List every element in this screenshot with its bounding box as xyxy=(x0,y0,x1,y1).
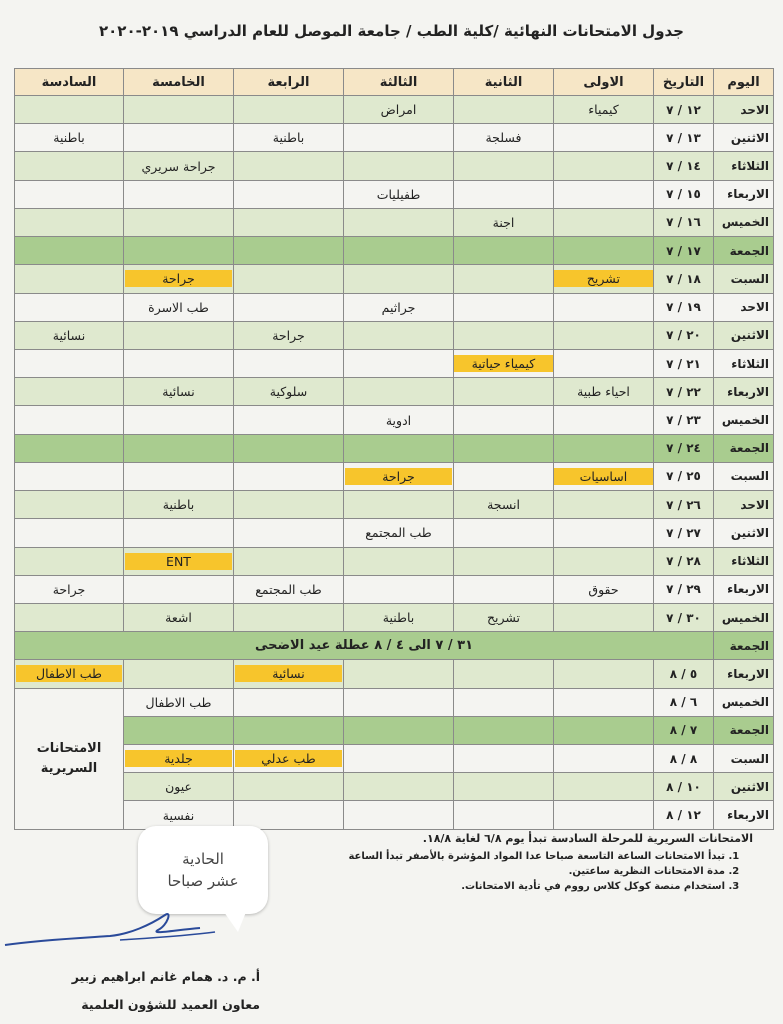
exam-cell xyxy=(344,180,454,208)
exam-cell xyxy=(454,603,554,631)
bubble-line: عشر صباحا xyxy=(167,872,239,890)
exam-cell xyxy=(124,603,234,631)
exam-cell xyxy=(234,491,344,519)
exam-cell xyxy=(15,208,124,236)
exam-cell xyxy=(234,124,344,152)
exam-cell xyxy=(124,575,234,603)
exam-cell xyxy=(554,688,654,716)
exam-cell xyxy=(344,96,454,124)
exam-cell xyxy=(344,406,454,434)
day-cell: الثلاثاء xyxy=(714,152,774,180)
exam-cell xyxy=(234,180,344,208)
exam-cell xyxy=(554,434,654,462)
exam-cell xyxy=(454,773,554,801)
exam-cell xyxy=(554,349,654,377)
table-row xyxy=(15,491,774,519)
exam-cell xyxy=(15,575,124,603)
day-cell: الخميس xyxy=(714,406,774,434)
column-header: الثانية xyxy=(454,69,554,96)
exam-cell xyxy=(234,237,344,265)
date-cell: ١٨ / ٧ xyxy=(654,265,714,293)
exam-subject: كيمياء xyxy=(588,102,619,118)
table-row xyxy=(15,265,774,293)
exam-cell xyxy=(344,547,454,575)
exam-subject: طب الاطفال xyxy=(145,694,212,710)
date-cell: ٢٧ / ٧ xyxy=(654,519,714,547)
exam-cell xyxy=(554,124,654,152)
exam-subject: باطنية xyxy=(162,497,195,513)
exam-cell xyxy=(15,96,124,124)
day-cell: الاحد xyxy=(714,96,774,124)
exam-cell xyxy=(15,462,124,490)
day-cell: الاربعاء xyxy=(714,378,774,406)
exam-cell xyxy=(554,96,654,124)
exam-cell xyxy=(554,745,654,773)
exam-cell xyxy=(234,265,344,293)
table-row xyxy=(15,801,774,830)
day-cell: الاثنين xyxy=(714,321,774,349)
exam-cell xyxy=(124,716,234,744)
day-cell: الخميس xyxy=(714,208,774,236)
table-row xyxy=(15,237,774,265)
exam-cell xyxy=(554,801,654,830)
exam-cell xyxy=(454,180,554,208)
clinical-exams-cell xyxy=(15,688,124,829)
exam-cell xyxy=(344,349,454,377)
exam-cell xyxy=(454,519,554,547)
bubble-line: الحادية xyxy=(182,849,224,868)
date-cell: ١٣ / ٧ xyxy=(654,124,714,152)
date-cell: ٢٣ / ٧ xyxy=(654,406,714,434)
exam-cell xyxy=(234,745,344,773)
signer-block xyxy=(20,963,260,1018)
date-cell: ٢١ / ٧ xyxy=(654,349,714,377)
exam-cell xyxy=(454,124,554,152)
exam-cell xyxy=(344,321,454,349)
date-cell: ١٩ / ٧ xyxy=(654,293,714,321)
exam-subject: اجنة xyxy=(492,214,515,230)
exam-cell xyxy=(124,378,234,406)
date-cell: ١٢ / ٨ xyxy=(654,801,714,830)
exam-cell xyxy=(454,434,554,462)
exam-cell xyxy=(124,96,234,124)
exam-cell xyxy=(124,124,234,152)
exam-cell xyxy=(124,660,234,688)
exam-schedule-table xyxy=(14,68,774,830)
exam-cell xyxy=(234,519,344,547)
table-row xyxy=(15,745,774,773)
exam-cell xyxy=(344,378,454,406)
exam-cell xyxy=(234,406,344,434)
exam-cell xyxy=(234,773,344,801)
exam-cell xyxy=(344,716,454,744)
exam-cell xyxy=(124,491,234,519)
exam-cell xyxy=(15,547,124,575)
exam-cell xyxy=(234,716,344,744)
column-header: الخامسة xyxy=(124,69,234,96)
day-cell: الجمعة xyxy=(714,632,774,660)
notes xyxy=(13,832,753,896)
exam-cell xyxy=(124,321,234,349)
note-item: 3. استخدام منصة كوكل كلاس رووم في تأدية الامتحانات. xyxy=(13,881,725,892)
day-cell: الثلاثاء xyxy=(714,547,774,575)
exam-subject: طب الاسرة xyxy=(148,299,209,315)
exam-cell xyxy=(554,406,654,434)
exam-subject: نسائية xyxy=(235,665,342,682)
exam-cell xyxy=(15,491,124,519)
exam-subject: طب الاطفال xyxy=(16,665,122,682)
exam-cell xyxy=(344,519,454,547)
exam-cell xyxy=(344,124,454,152)
exam-cell xyxy=(124,237,234,265)
exam-subject: اشعة xyxy=(165,610,192,626)
date-cell: ١٦ / ٧ xyxy=(654,208,714,236)
exam-cell xyxy=(554,265,654,293)
exam-cell xyxy=(454,575,554,603)
exam-subject: اساسيات xyxy=(554,468,653,485)
exam-cell xyxy=(124,688,234,716)
date-cell: ٨ / ٨ xyxy=(654,745,714,773)
exam-subject: حقوق xyxy=(588,581,619,597)
exam-cell xyxy=(554,491,654,519)
exam-subject: جراحة xyxy=(272,327,305,343)
exam-subject: تشريح xyxy=(486,610,521,626)
signer-name: أ. م. د. همام غانم ابراهيم زبير xyxy=(71,969,260,984)
holiday-cell: ٣١ / ٧ الى ٤ / ٨ عطلة عيد الاضحى xyxy=(15,632,714,660)
exam-cell xyxy=(234,688,344,716)
column-header: الثالثة xyxy=(344,69,454,96)
table-row xyxy=(15,96,774,124)
exam-subject: ادوية xyxy=(385,412,412,428)
table-row xyxy=(15,406,774,434)
table-row xyxy=(15,632,774,660)
exam-cell xyxy=(15,406,124,434)
exam-cell xyxy=(234,321,344,349)
exam-cell xyxy=(454,745,554,773)
exam-cell xyxy=(344,773,454,801)
column-header: الرابعة xyxy=(234,69,344,96)
exam-cell xyxy=(234,660,344,688)
exam-cell xyxy=(234,434,344,462)
exam-subject: انسجة xyxy=(487,497,520,513)
table-row xyxy=(15,349,774,377)
exam-cell xyxy=(344,462,454,490)
exam-cell xyxy=(124,773,234,801)
exam-cell xyxy=(124,265,234,293)
exam-cell xyxy=(15,152,124,180)
exam-cell xyxy=(344,152,454,180)
exam-cell xyxy=(454,321,554,349)
exam-subject: جراثيم xyxy=(381,299,416,315)
exam-cell xyxy=(454,208,554,236)
day-cell: الجمعة xyxy=(714,434,774,462)
day-cell: الاثنين xyxy=(714,124,774,152)
exam-cell xyxy=(554,660,654,688)
exam-subject: جراحة xyxy=(52,581,86,597)
exam-cell xyxy=(234,575,344,603)
exam-cell xyxy=(344,801,454,830)
exam-cell xyxy=(454,378,554,406)
table-row xyxy=(15,321,774,349)
table-row xyxy=(15,575,774,603)
exam-cell xyxy=(124,547,234,575)
exam-cell xyxy=(454,491,554,519)
day-cell: الجمعة xyxy=(714,716,774,744)
day-cell: الاربعاء xyxy=(714,660,774,688)
exam-cell xyxy=(454,547,554,575)
day-cell: الاحد xyxy=(714,293,774,321)
column-header: السادسة xyxy=(15,69,124,96)
exam-cell xyxy=(234,603,344,631)
signer-role: معاون العميد للشؤون العلمية xyxy=(81,996,260,1012)
table-row xyxy=(15,434,774,462)
exam-cell xyxy=(344,491,454,519)
note-item: 2. مدة الامتحانات النظرية ساعتين. xyxy=(13,866,725,877)
day-cell: الاربعاء xyxy=(714,801,774,830)
exam-cell xyxy=(554,575,654,603)
exam-subject: جراحة xyxy=(345,468,452,485)
table-header-row xyxy=(15,69,774,96)
exam-cell xyxy=(454,96,554,124)
table-row xyxy=(15,124,774,152)
exam-cell xyxy=(554,152,654,180)
column-header: اليوم xyxy=(714,69,774,96)
exam-subject: عيون xyxy=(165,779,192,795)
date-cell: ٢٢ / ٧ xyxy=(654,378,714,406)
exam-cell xyxy=(554,603,654,631)
exam-cell xyxy=(124,406,234,434)
exam-cell xyxy=(344,237,454,265)
table-row xyxy=(15,180,774,208)
exam-cell xyxy=(124,434,234,462)
column-header: الاولى xyxy=(554,69,654,96)
exam-cell xyxy=(454,406,554,434)
exam-cell xyxy=(554,547,654,575)
exam-cell xyxy=(454,660,554,688)
exam-cell xyxy=(344,688,454,716)
exam-cell xyxy=(15,237,124,265)
table-row xyxy=(15,603,774,631)
exam-subject: سلوكية xyxy=(269,384,308,400)
exam-cell xyxy=(554,378,654,406)
signature-scribble xyxy=(0,900,220,960)
day-cell: الجمعة xyxy=(714,237,774,265)
date-cell: ١٥ / ٧ xyxy=(654,180,714,208)
exam-cell xyxy=(15,434,124,462)
exam-cell xyxy=(554,716,654,744)
date-cell: ٧ / ٨ xyxy=(654,716,714,744)
exam-cell xyxy=(124,745,234,773)
exam-cell xyxy=(124,152,234,180)
exam-cell xyxy=(124,180,234,208)
day-cell: الاربعاء xyxy=(714,575,774,603)
table-row xyxy=(15,688,774,716)
day-cell: السبت xyxy=(714,462,774,490)
exam-cell xyxy=(15,660,124,688)
exam-subject: باطنية xyxy=(53,130,85,146)
exam-cell xyxy=(344,603,454,631)
day-cell: الاثنين xyxy=(714,773,774,801)
date-cell: ١٢ / ٧ xyxy=(654,96,714,124)
date-cell: ١٧ / ٧ xyxy=(654,237,714,265)
exam-subject: نفسية xyxy=(162,807,195,823)
notes-heading: الامتحانات السريرية للمرحلة السادسة تبدأ يوم ٦/٨ لغاية ١٨/٨. xyxy=(422,832,753,845)
day-cell: السبت xyxy=(714,265,774,293)
exam-subject: امراض xyxy=(380,102,417,118)
exam-subject: باطنية xyxy=(272,130,305,146)
exam-cell xyxy=(344,208,454,236)
exam-cell xyxy=(15,519,124,547)
exam-cell xyxy=(454,349,554,377)
exam-cell xyxy=(344,434,454,462)
day-cell: الاحد xyxy=(714,491,774,519)
day-cell: الخميس xyxy=(714,603,774,631)
exam-subject: طفيليات xyxy=(376,186,421,202)
exam-cell xyxy=(454,152,554,180)
date-cell: ٢٥ / ٧ xyxy=(654,462,714,490)
exam-subject: تشريح xyxy=(554,270,653,287)
exam-cell xyxy=(124,293,234,321)
exam-cell xyxy=(454,265,554,293)
exam-cell xyxy=(124,208,234,236)
date-cell: ١٠ / ٨ xyxy=(654,773,714,801)
table-row xyxy=(15,547,774,575)
day-cell: الثلاثاء xyxy=(714,349,774,377)
exam-subject: طب عدلي xyxy=(235,750,342,767)
table-row xyxy=(15,716,774,744)
exam-cell xyxy=(454,801,554,830)
exam-cell xyxy=(15,349,124,377)
table-row xyxy=(15,660,774,688)
date-cell: ٢٦ / ٧ xyxy=(654,491,714,519)
exam-cell xyxy=(344,575,454,603)
table-row xyxy=(15,378,774,406)
exam-subject: طب المجتمع xyxy=(365,525,432,541)
exam-cell xyxy=(15,180,124,208)
exam-subject: فسلجة xyxy=(485,130,522,146)
table-row xyxy=(15,519,774,547)
exam-cell xyxy=(234,293,344,321)
date-cell: ٦ / ٨ xyxy=(654,688,714,716)
table-row xyxy=(15,293,774,321)
exam-cell xyxy=(344,660,454,688)
page-title: جدول الامتحانات النهائية /كلية الطب / جامعة الموصل للعام الدراسي ٢٠١٩-٢٠٢٠ xyxy=(99,22,684,40)
column-header: التاريخ xyxy=(654,69,714,96)
table-row xyxy=(15,773,774,801)
exam-cell xyxy=(454,462,554,490)
day-cell: السبت xyxy=(714,745,774,773)
exam-cell xyxy=(15,603,124,631)
exam-cell xyxy=(554,519,654,547)
exam-subject: احياء طبية xyxy=(577,384,630,400)
exam-subject: جراحة xyxy=(125,270,232,287)
date-cell: ٢٠ / ٧ xyxy=(654,321,714,349)
exam-cell xyxy=(234,208,344,236)
exam-cell xyxy=(124,462,234,490)
date-cell: ٣٠ / ٧ xyxy=(654,603,714,631)
exam-cell xyxy=(234,462,344,490)
exam-cell xyxy=(454,237,554,265)
clinical-exams-line: السريرية xyxy=(40,760,98,776)
exam-cell xyxy=(234,547,344,575)
exam-subject: باطنية xyxy=(382,610,415,626)
exam-subject: طب المجتمع xyxy=(255,581,322,597)
exam-cell xyxy=(344,293,454,321)
exam-cell xyxy=(234,96,344,124)
exam-cell xyxy=(554,321,654,349)
note-item: 1. تبدأ الامتحانات الساعة التاسعة صباحا عدا المواد المؤشرة بالأصفر تبدأ الساعة xyxy=(13,851,725,862)
exam-subject: ENT xyxy=(125,553,232,570)
table-row xyxy=(15,208,774,236)
day-cell: الاثنين xyxy=(714,519,774,547)
exam-cell xyxy=(344,265,454,293)
exam-subject: نسائية xyxy=(162,384,195,400)
exam-subject: نسائية xyxy=(52,327,86,343)
exam-cell xyxy=(554,208,654,236)
exam-cell xyxy=(554,773,654,801)
table-row xyxy=(15,152,774,180)
date-cell: ١٤ / ٧ xyxy=(654,152,714,180)
clinical-exams-line: الامتحانات xyxy=(36,741,102,757)
exam-cell xyxy=(15,321,124,349)
exam-subject: جلدية xyxy=(125,750,232,767)
exam-subject: جراحة سريري xyxy=(141,158,216,174)
exam-cell xyxy=(234,378,344,406)
date-cell: ٢٤ / ٧ xyxy=(654,434,714,462)
exam-cell xyxy=(554,462,654,490)
exam-cell xyxy=(554,237,654,265)
table-row xyxy=(15,462,774,490)
exam-cell xyxy=(554,293,654,321)
exam-cell xyxy=(454,688,554,716)
exam-cell xyxy=(554,180,654,208)
exam-cell xyxy=(15,265,124,293)
exam-cell xyxy=(124,519,234,547)
exam-cell xyxy=(15,378,124,406)
exam-cell xyxy=(234,152,344,180)
exam-cell xyxy=(454,293,554,321)
exam-cell xyxy=(15,293,124,321)
day-cell: الخميس xyxy=(714,688,774,716)
date-cell: ٥ / ٨ xyxy=(654,660,714,688)
exam-subject: كيمياء حياتية xyxy=(454,355,553,372)
day-cell: الاربعاء xyxy=(714,180,774,208)
exam-cell xyxy=(234,349,344,377)
date-cell: ٢٩ / ٧ xyxy=(654,575,714,603)
exam-cell xyxy=(124,349,234,377)
exam-cell xyxy=(15,124,124,152)
exam-cell xyxy=(344,745,454,773)
date-cell: ٢٨ / ٧ xyxy=(654,547,714,575)
exam-cell xyxy=(454,716,554,744)
